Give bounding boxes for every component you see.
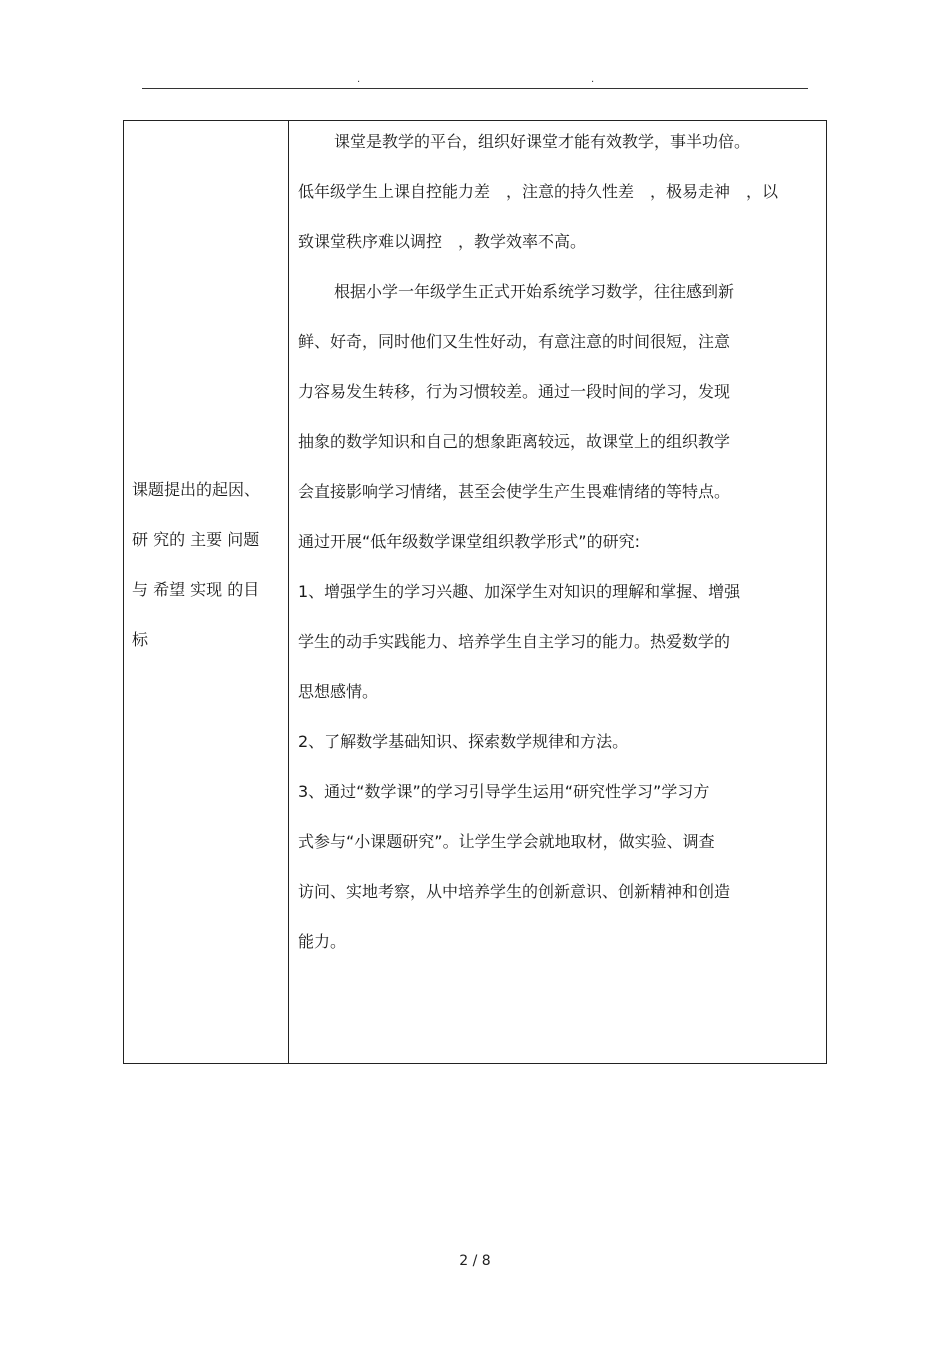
- paragraph-line: 3、通过“数学课”的学习引导学生运用“研究性学习”学习方: [298, 782, 710, 801]
- paragraph-line: 2、了解数学基础知识、探索数学规律和方法。: [298, 732, 629, 751]
- paragraph-line: 式参与“小课题研究”。让学生学会就地取材，做实验、调查: [298, 832, 715, 851]
- paragraph-line: 1、增强学生的学习兴趣、加深学生对知识的理解和掌握、增强: [298, 582, 741, 601]
- row-label-line: 课题提出的起因、: [132, 480, 261, 499]
- paragraph-line: 通过开展“低年级数学课堂组织教学形式”的研究:: [298, 532, 640, 551]
- paragraph-line: 低年级学生上课自控能力差 ，注意的持久性差 ，极易走神 ，以: [298, 182, 779, 201]
- table-column-divider: [288, 121, 289, 1063]
- paragraph-line: 访问、实地考察，从中培养学生的创新意识、创新精神和创造: [298, 882, 731, 901]
- paragraph-line: 学生的动手实践能力、培养学生自主学习的能力。热爱数学的: [298, 632, 731, 651]
- paragraph-line: 能力。: [298, 932, 347, 951]
- row-label-line: 标: [132, 630, 149, 649]
- page-number: 2 / 8: [459, 1253, 491, 1269]
- row-label-line: 研 究的 主要 问题: [132, 530, 260, 549]
- row-label-line: 与 希望 实现 的目: [132, 580, 260, 599]
- header-rule: [142, 88, 808, 89]
- paragraph-line: 根据小学一年级学生正式开始系统学习数学，往往感到新: [334, 282, 735, 301]
- row-content-cell: [298, 126, 818, 976]
- paragraph-line: 思想感情。: [298, 682, 379, 701]
- paragraph-line: 鲜、好奇，同时他们又生性好动，有意注意的时间很短，注意: [298, 332, 731, 351]
- paragraph-line: 抽象的数学知识和自己的想象距离较远，故课堂上的组织教学: [298, 432, 731, 451]
- paragraph-line: 课堂是教学的平台，组织好课堂才能有效教学，事半功倍。: [334, 132, 751, 151]
- row-label-cell: [132, 474, 282, 674]
- paragraph-line: 力容易发生转移，行为习惯较差。通过一段时间的学习，发现: [298, 382, 731, 401]
- header-dot-left: .: [357, 74, 361, 85]
- paragraph-line: 会直接影响学习情绪，甚至会使学生产生畏难情绪的等特点。: [298, 482, 731, 501]
- header-dot-right: .: [591, 74, 595, 85]
- content-table: [123, 120, 827, 1064]
- paragraph-line: 致课堂秩序难以调控 ，教学效率不高。: [298, 232, 587, 251]
